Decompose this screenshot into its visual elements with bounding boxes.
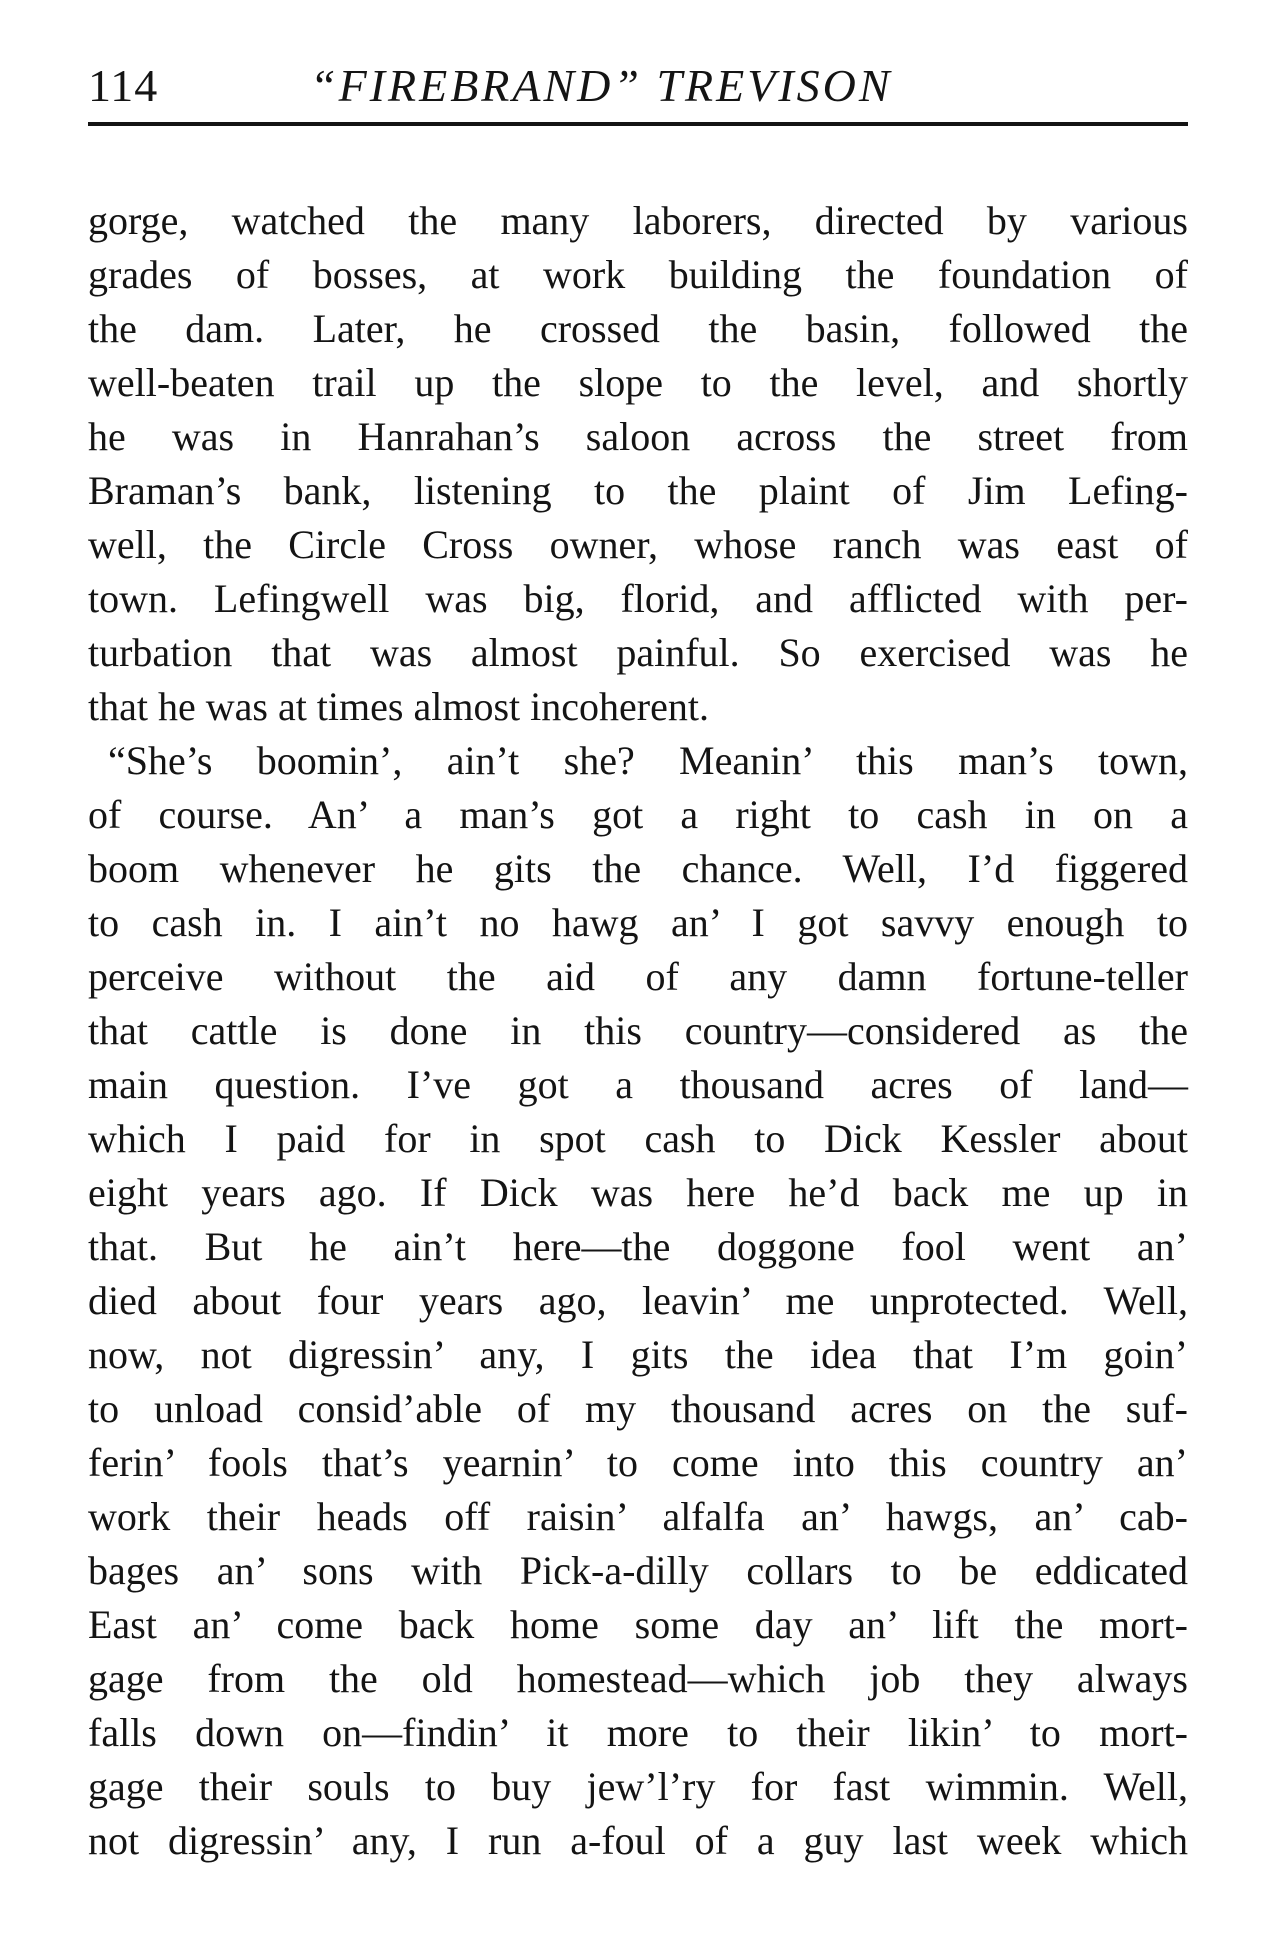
text-line: that he was at times almost incoherent. bbox=[88, 684, 709, 729]
text-line: grades of bosses, at work building the foundation of bbox=[88, 252, 1188, 297]
text-line: gage their souls to buy jew’l’ry for fast wimmin. Well, bbox=[88, 1764, 1188, 1809]
page-number: 114 bbox=[88, 60, 159, 111]
text-line: he was in Hanrahan’s saloon across the street from bbox=[88, 414, 1188, 459]
running-head: “FIREBRAND” TREVISON bbox=[310, 60, 893, 111]
text-line: to unload consid’able of my thousand acres on the suf- bbox=[88, 1386, 1188, 1431]
page-header bbox=[88, 56, 1192, 120]
text-line: turbation that was almost painful. So exercised was he bbox=[88, 630, 1188, 675]
text-line: gorge, watched the many laborers, directed by various bbox=[88, 198, 1188, 243]
header-rule bbox=[88, 122, 1188, 126]
text-line: falls down on—findin’ it more to their likin’ to mort- bbox=[88, 1710, 1188, 1755]
text-line: gage from the old homestead—which job they always bbox=[88, 1656, 1188, 1701]
text-line: the dam. Later, he crossed the basin, followed the bbox=[88, 306, 1188, 351]
text-line: of course. An’ a man’s got a right to cash in on a bbox=[88, 792, 1188, 837]
text-line: ferin’ fools that’s yearnin’ to come into this country an’ bbox=[88, 1440, 1188, 1485]
text-line: “She’s boomin’, ain’t she? Meanin’ this man’s town, bbox=[108, 738, 1188, 783]
text-line: Braman’s bank, listening to the plaint of Jim Lefing- bbox=[88, 468, 1188, 513]
text-line: died about four years ago, leavin’ me unprotected. Well, bbox=[88, 1278, 1188, 1323]
text-line: bages an’ sons with Pick-a-dilly collars to be eddicated bbox=[88, 1548, 1188, 1593]
text-line: eight years ago. If Dick was here he’d back me up in bbox=[88, 1170, 1188, 1215]
text-line: not digressin’ any, I run a-foul of a guy last week which bbox=[88, 1818, 1188, 1863]
text-line: East an’ come back home some day an’ lift the mort- bbox=[88, 1602, 1188, 1647]
text-line: now, not digressin’ any, I gits the idea that I’m goin’ bbox=[88, 1332, 1188, 1377]
text-line: work their heads off raisin’ alfalfa an’ hawgs, an’ cab- bbox=[88, 1494, 1188, 1539]
text-line: town. Lefingwell was big, florid, and afflicted with per- bbox=[88, 576, 1188, 621]
text-line: well-beaten trail up the slope to the level, and shortly bbox=[88, 360, 1188, 405]
text-line: that cattle is done in this country—considered as the bbox=[88, 1008, 1188, 1053]
text-line: main question. I’ve got a thousand acres of land— bbox=[88, 1062, 1188, 1107]
text-line: perceive without the aid of any damn fortune-teller bbox=[88, 954, 1188, 999]
text-line: that. But he ain’t here—the doggone fool went an’ bbox=[88, 1224, 1188, 1269]
text-line: boom whenever he gits the chance. Well, I’d figgered bbox=[88, 846, 1188, 891]
text-line: which I paid for in spot cash to Dick Kessler about bbox=[88, 1116, 1188, 1161]
body-text bbox=[88, 194, 1188, 1868]
text-line: to cash in. I ain’t no hawg an’ I got savvy enough to bbox=[88, 900, 1188, 945]
text-line: well, the Circle Cross owner, whose ranch was east of bbox=[88, 522, 1188, 567]
